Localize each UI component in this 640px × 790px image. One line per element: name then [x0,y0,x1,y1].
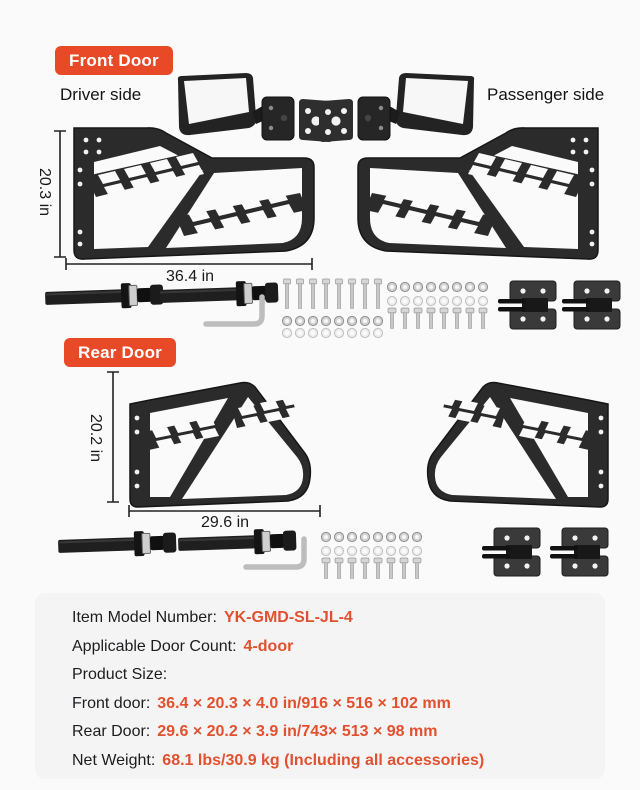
spec-value: 36.4 × 20.3 × 4.0 in/916 × 516 × 102 mm [157,694,451,712]
product-spec-panel [35,593,605,779]
rear-hinge-set-icon [482,528,608,576]
spec-row-front-door-size [72,690,585,719]
rear-door-height-dimension: 20.2 in [87,413,104,463]
front-hinge-set-icon [498,281,620,329]
spec-value: 29.6 × 20.2 × 3.9 in/743× 513 × 98 mm [157,723,438,741]
driver-side-label: Driver side [60,85,142,104]
spec-label: Applicable Door Count: [72,637,237,655]
front-fastener-kit-icon [282,279,487,338]
front-door-width-dimension: 36.4 in [165,268,215,285]
front-height-dimension-line [54,131,66,257]
spec-value: YK-GMD-SL-JL-4 [223,609,353,627]
passenger-rear-door-illustration [428,383,608,508]
passenger-front-door-illustration [358,128,598,259]
rear-height-dimension-line [107,372,119,502]
spec-label: Front door: [72,694,151,712]
spec-row-product-size [72,661,585,690]
spec-label: Product Size: [72,666,168,684]
driver-front-mirror-illustration [178,73,333,142]
spec-label: Item Model Number: [72,609,217,627]
front-door-badge: Front Door [55,46,173,75]
rear-door-strap-icon [58,528,297,559]
spec-row-door-count [72,633,585,662]
passenger-side-label: Passenger side [487,85,605,104]
spec-label: Rear Door: [72,723,151,741]
spec-row-rear-door-size [72,718,585,747]
rear-door-badge: Rear Door [64,338,176,367]
spec-value: 4-door [243,637,294,655]
rear-door-width-dimension: 29.6 in [200,514,250,531]
driver-front-door-illustration [74,128,314,259]
passenger-front-mirror-illustration [319,73,474,142]
spec-row-model-number [72,604,585,633]
spec-label: Net Weight: [72,751,156,769]
rear-fastener-kit-icon [321,532,421,578]
front-door-strap-icon [45,280,279,311]
spec-value: 68.1 lbs/30.9 kg (Including all accessories) [162,751,485,769]
spec-row-net-weight [72,747,585,776]
driver-rear-door-illustration [130,383,310,508]
front-door-height-dimension: 20.3 in [36,167,53,217]
